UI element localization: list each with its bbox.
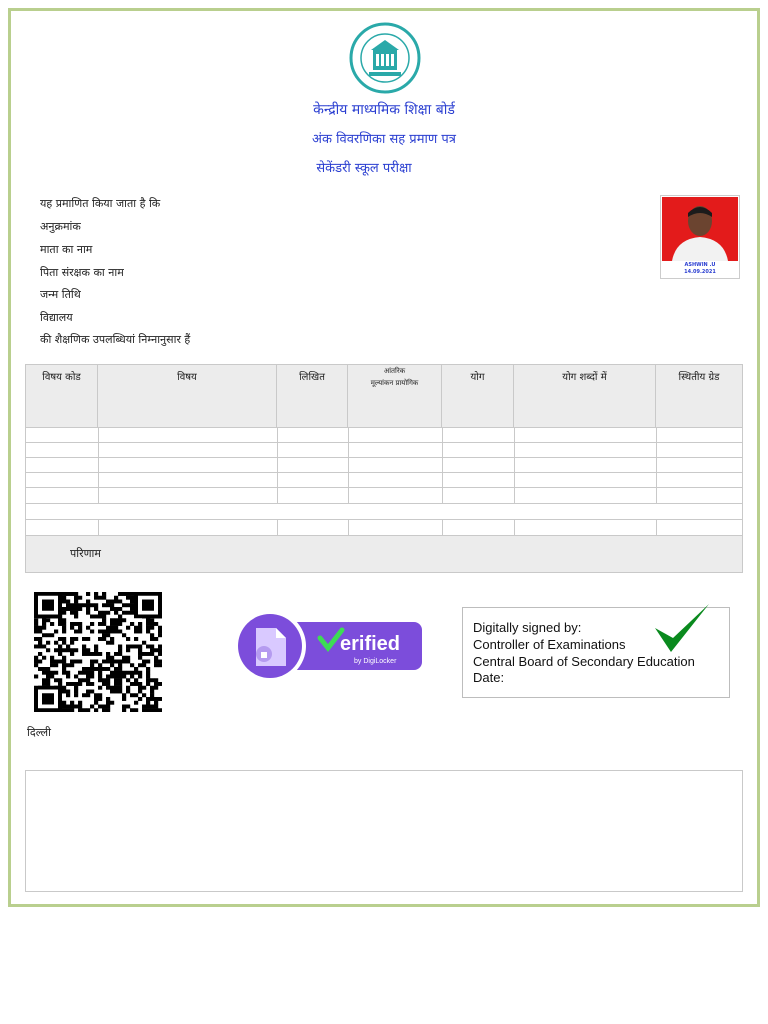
marks-table [25,364,743,573]
th-internal [348,365,442,427]
student-photo [660,195,740,279]
table-row [26,427,742,443]
place-text: दिल्ली [27,726,51,739]
signature-line-4: Date: [473,670,505,685]
table-row [26,519,742,535]
digital-signature-box [462,607,730,698]
col-divider [348,519,349,535]
father-name-label: पिता संरक्षक का नाम [40,266,124,279]
th-total: योग [442,365,514,427]
verified-sub-text: by DigiLocker [354,658,397,665]
dob-label: जन्म तिथि [40,288,81,301]
photo-date-caption: 14.09.2021 [684,269,716,275]
table-row [26,457,742,473]
signature-line-3: Central Board of Secondary Education [473,654,695,669]
col-divider [98,427,99,503]
table-row [26,487,742,503]
verified-text: erified [340,633,401,655]
digilocker-verified-badge [232,608,424,684]
photo-name-caption: ASHWIN .U [684,262,716,268]
col-divider [514,427,515,503]
th-written: लिखित [277,365,348,427]
col-divider [442,427,443,503]
school-label: विद्यालय [40,311,73,324]
col-divider [442,519,443,535]
signature-line-1: Digitally signed by: [473,620,582,635]
cbse-emblem-icon [349,22,421,94]
exam-name: सेकेंडरी स्कूल परीक्षा [316,161,412,176]
table-row [26,503,742,519]
table-row [26,472,742,488]
col-divider [277,427,278,503]
col-divider [277,519,278,535]
roll-no-label: अनुक्रमांक [40,220,81,233]
qr-code[interactable] [34,592,162,712]
result-row [26,535,742,572]
th-internal-line1: आंतरिक [383,367,406,375]
document-title: अंक विवरणिका सह प्रमाण पत्र [312,132,456,147]
achievements-text: की शैक्षणिक उपलब्धियां निम्नानुसार हैं [40,333,191,346]
th-total-words: योग शब्दों में [514,365,656,427]
photo-image [662,197,738,261]
table-row [26,442,742,458]
mother-name-label: माता का नाम [40,243,93,256]
col-divider [98,519,99,535]
th-internal-line2: मूल्यांकन प्रायोगिक [370,379,419,387]
th-subject: विषय [98,365,277,427]
col-divider [514,519,515,535]
certify-text: यह प्रमाणित किया जाता है कि [40,197,161,210]
result-label: परिणाम [70,547,101,560]
th-grade: स्थितीय ग्रेड [656,365,742,427]
th-subject-code: विषय कोड [26,365,98,427]
col-divider [656,519,657,535]
col-divider [656,427,657,503]
check-mark-icon [653,602,713,658]
board-name: केन्द्रीय माध्यमिक शिक्षा बोर्ड [313,102,455,118]
signature-line-2: Controller of Examinations [473,637,626,652]
remarks-box [25,770,743,892]
col-divider [348,427,349,503]
